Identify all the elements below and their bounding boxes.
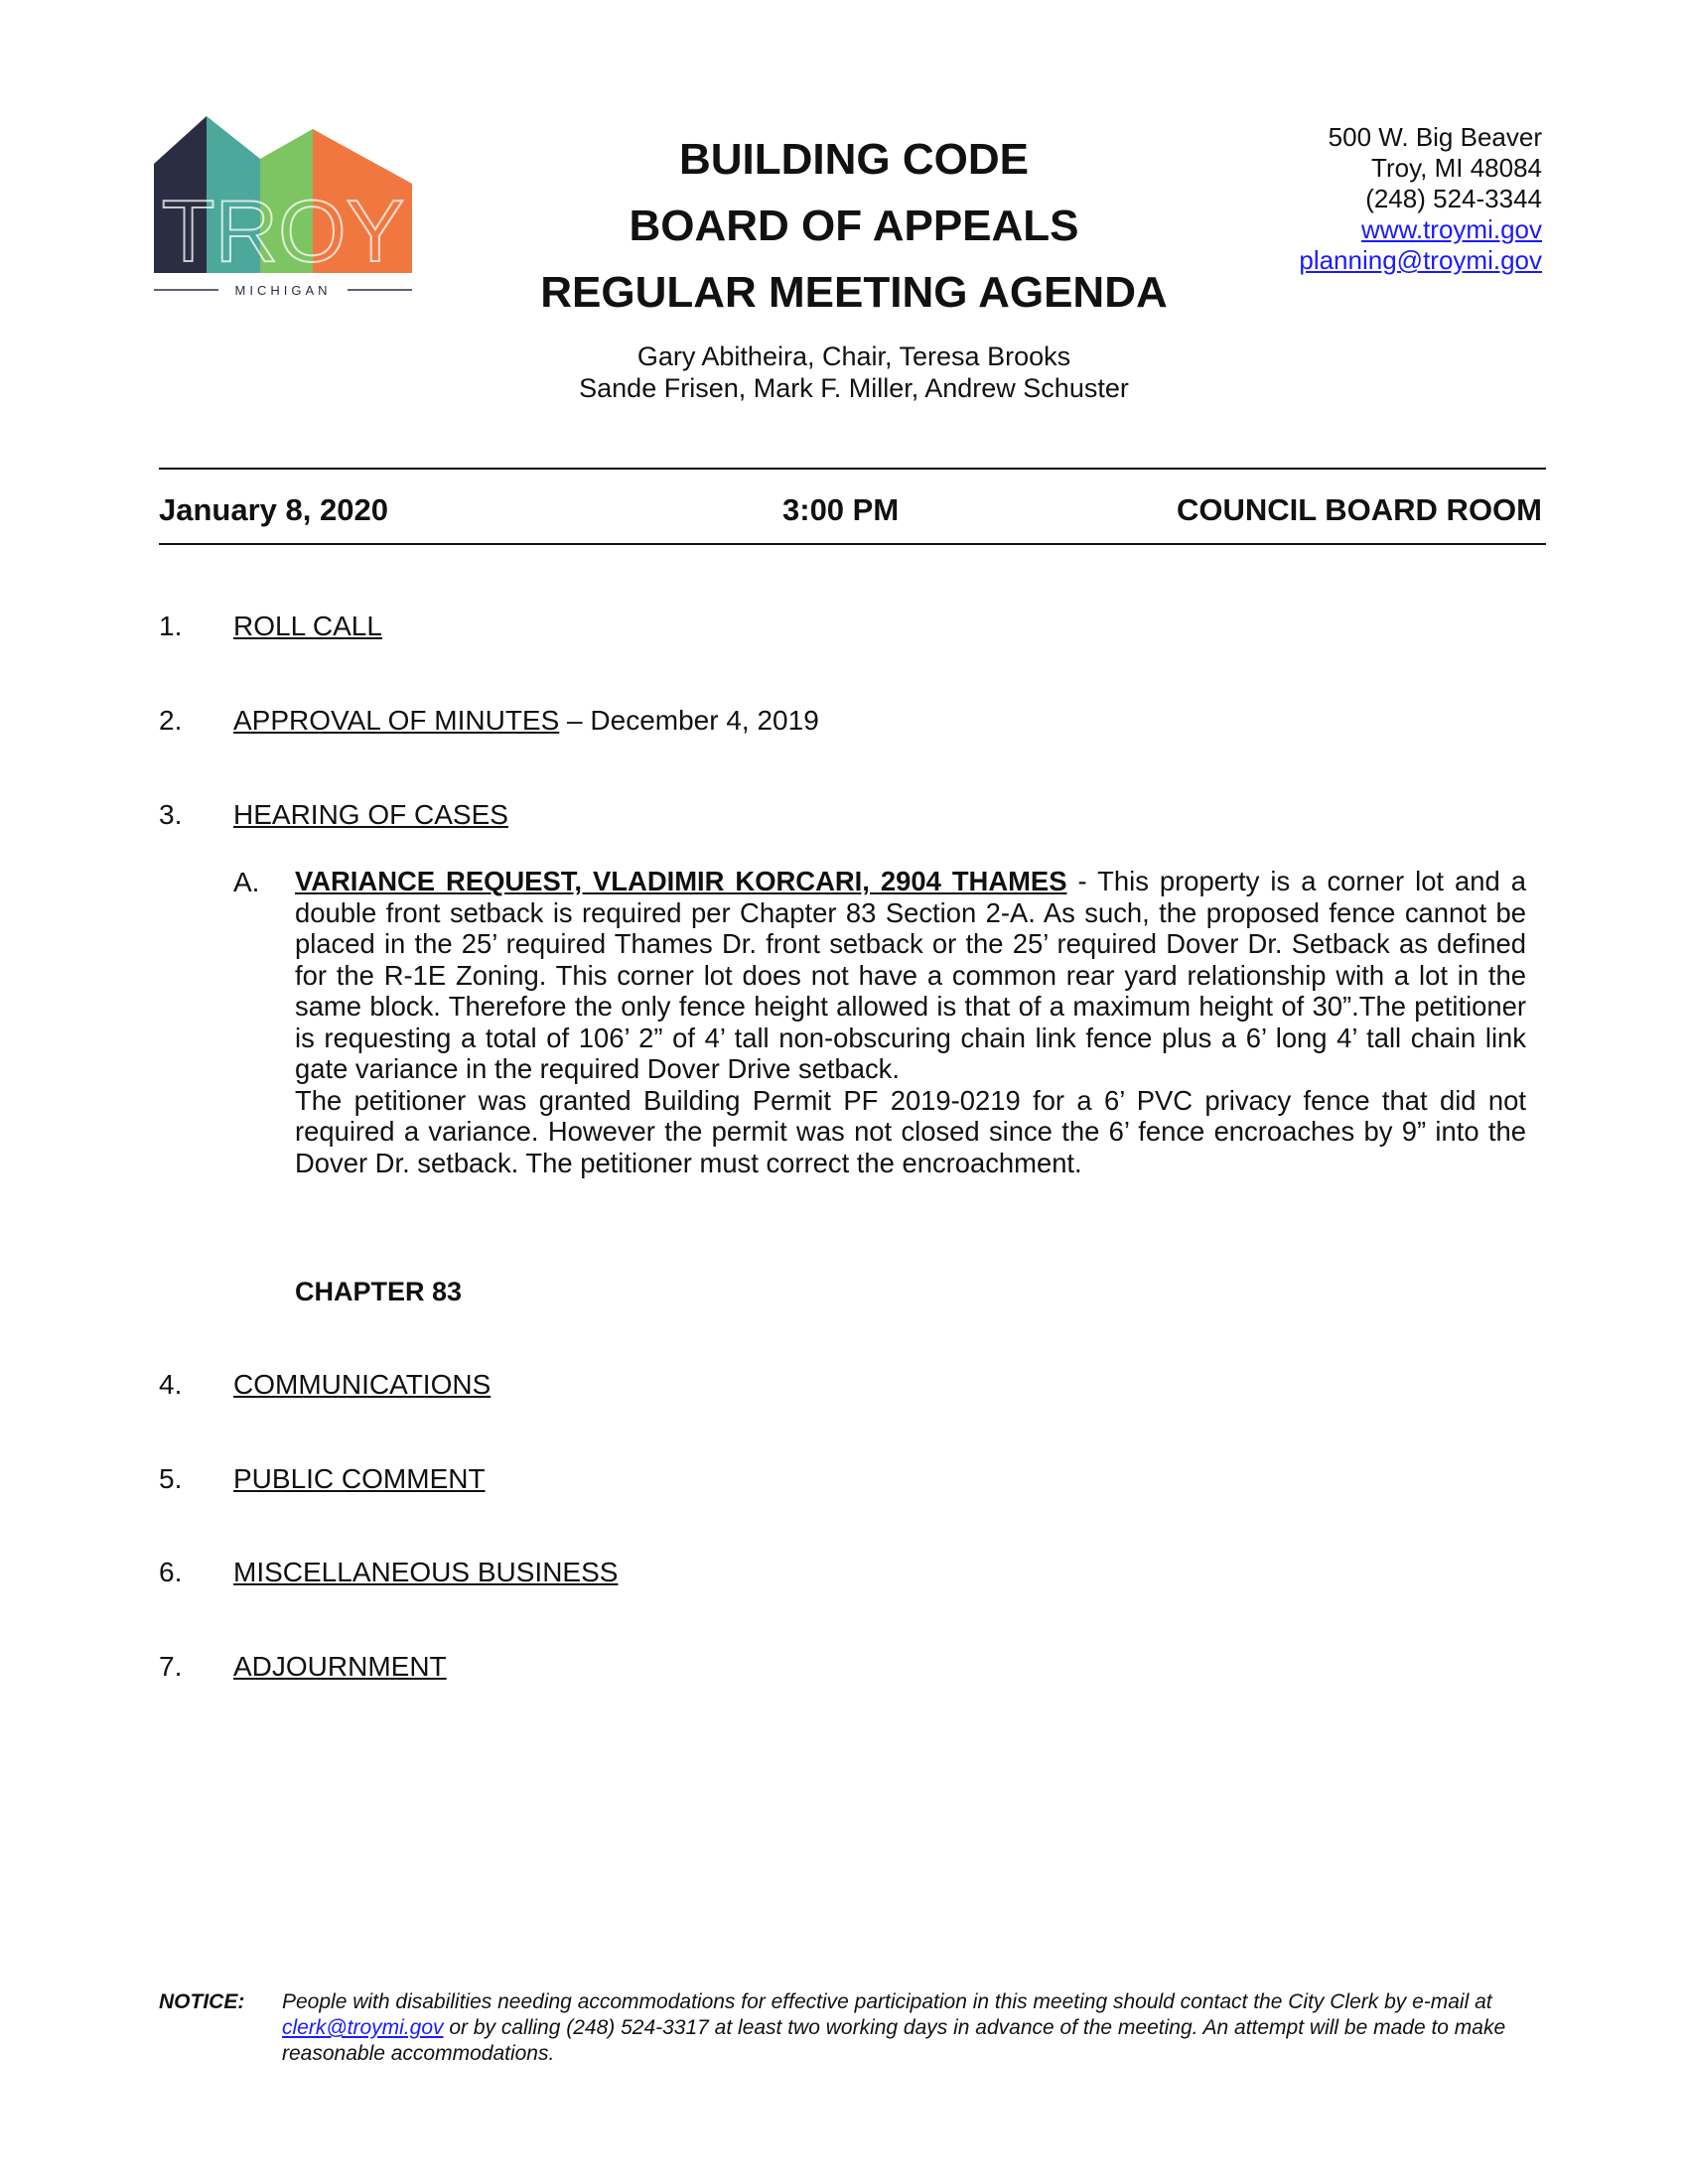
- agenda-number-6: 6.: [159, 1557, 183, 1587]
- agenda-number-7: 7.: [159, 1651, 183, 1682]
- agenda-number-5: 5.: [159, 1463, 183, 1494]
- meeting-date: January 8, 2020: [159, 492, 388, 527]
- board-members-line-2: Sande Frisen, Mark F. Miller, Andrew Schuster: [579, 373, 1129, 403]
- agenda-number-2: 2.: [159, 705, 183, 736]
- notice-label: NOTICE:: [159, 1990, 245, 2013]
- notice-text: People with disabilities needing accommodations for effective participation in this meeting should contact the City Clerk by e-mail at clerk@troymi.gov or by calling (248) 524-3317 at least two working days in advance of the meeting. An attempt will be made to make reasonable accommodations.: [282, 1990, 1506, 2065]
- agenda-item-adjournment: ADJOURNMENT: [233, 1651, 447, 1682]
- agenda-number-4: 4.: [159, 1369, 183, 1400]
- case-chapter: CHAPTER 83: [295, 1277, 463, 1306]
- board-members-line-1: Gary Abitheira, Chair, Teresa Brooks: [636, 341, 1071, 371]
- case-paragraph-1: VARIANCE REQUEST, VLADIMIR KORCARI, 2904 THAMES - This property is a corner lot and a double front setback is required per Chapter 83 Section 2-A. As such, the proposed fence cannot be placed in the 25’ required Thames Dr. front setback or the 25’ required Dover Dr. Setback as defined for the R-1E Zoning. This corner lot does not have a common rear yard relationship with a lot in the same block. Therefore the only fence height allowed is that of a maximum height of 30”.The petitioner is requesting a total of 106’ 2” of 4’ tall non-obscuring chain link fence plus a 6’ long 4’ tall chain link gate variance in the required Dover Drive setback.: [295, 866, 1527, 1084]
- address-phone: (248) 524-3344: [1365, 184, 1542, 213]
- logo-subtitle: MICHIGAN: [234, 283, 332, 298]
- agenda-item-hearing-of-cases: HEARING OF CASES: [233, 799, 508, 830]
- planning-email-link[interactable]: planning@troymi.gov: [1299, 245, 1542, 275]
- title-line-2: BOARD OF APPEALS: [629, 202, 1079, 250]
- agenda-item-communications: COMMUNICATIONS: [233, 1369, 492, 1400]
- troy-logo: [149, 114, 417, 303]
- meeting-time: 3:00 PM: [782, 492, 900, 527]
- meeting-location: COUNCIL BOARD ROOM: [1177, 492, 1542, 527]
- agenda-number-3: 3.: [159, 799, 183, 830]
- title-line-3: REGULAR MEETING AGENDA: [540, 268, 1168, 317]
- agenda-item-public-comment: PUBLIC COMMENT: [233, 1463, 486, 1494]
- clerk-email-link[interactable]: clerk@troymi.gov: [282, 2016, 444, 2039]
- agenda-item-approval-of-minutes: APPROVAL OF MINUTES – December 4, 2019: [233, 705, 819, 736]
- agenda-item-roll-call: ROLL CALL: [233, 611, 382, 641]
- case-title: VARIANCE REQUEST, VLADIMIR KORCARI, 2904 THAMES: [295, 866, 1067, 896]
- address-street: 500 W. Big Beaver: [1328, 122, 1542, 152]
- title-line-1: BUILDING CODE: [679, 135, 1029, 184]
- bottom-rule: [159, 543, 1546, 545]
- case-description: [295, 866, 1526, 1178]
- agenda-number-1: 1.: [159, 611, 183, 641]
- case-paragraph-2: The petitioner was granted Building Permit PF 2019-0219 for a 6’ PVC privacy fence that did not required a variance. However the permit was not closed since the 6’ fence encroaches by 9” into the Dover Dr. setback. The petitioner must correct the encroachment.: [295, 1084, 1526, 1178]
- top-rule: [159, 468, 1546, 470]
- website-link[interactable]: www.troymi.gov: [1360, 214, 1542, 244]
- case-letter: A.: [233, 867, 260, 897]
- agenda-item-miscellaneous-business: MISCELLANEOUS BUSINESS: [233, 1557, 619, 1587]
- logo-wordmark: TROY: [161, 182, 405, 280]
- address-city: Troy, MI 48084: [1371, 153, 1542, 183]
